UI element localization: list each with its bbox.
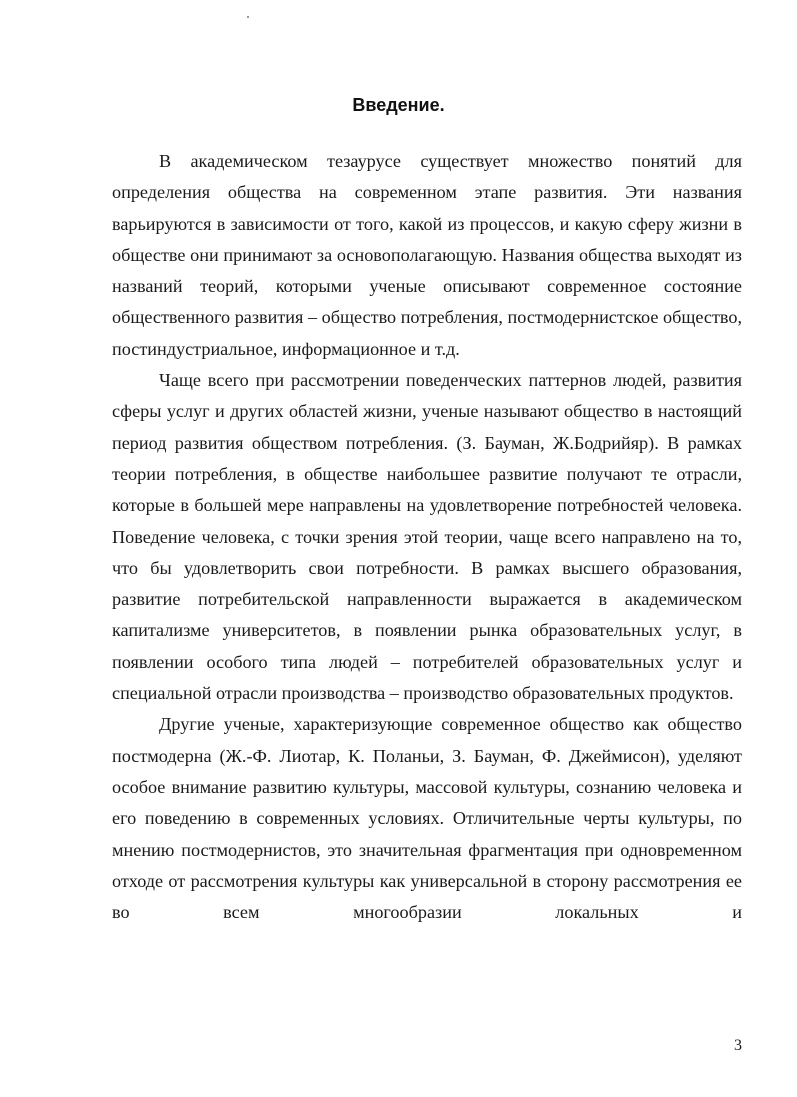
page-number: 3 — [734, 1037, 742, 1054]
scan-speck — [247, 16, 249, 18]
body-text — [112, 146, 742, 928]
paragraph-1: В академическом тезаурусе существует множество понятий для определения общества на современном этапе развития. Эти названия варьируются в зависимости от того, какой из процессов, и какую сферу жизни в обществе они принимают за основополагающую. Названия общества выходят из названий теорий, которыми ученые описывают современное состояние общественного развития – общество потребления, постмодернистское общество, постиндустриальное, информационное и т.д. — [112, 151, 742, 359]
paragraph-3: Другие ученые, характеризующие современное общество как общество постмодерна (Ж.-Ф. Лиотар, К. Поланьи, З. Бауман, Ф. Джеймисон), уделяют особое внимание развитию культуры, массовой культуры, сознанию человека и его поведению в современных условиях. Отличительные черты культуры, по мнению постмодернистов, это значительная фрагментация при одновременном отходе от рассмотрения культуры как универсальной в сторону рассмотрения ее во всем многообразии локальных и — [112, 714, 742, 923]
paragraph-2: Чаще всего при рассмотрении поведенческих паттернов людей, развития сферы услуг и других областей жизни, ученые называют общество в настоящий период развития обществом потребления. (З. Бауман, Ж.Бодрийяр). В рамках теории потребления, в обществе наибольшее развитие получают те отрасли, которые в большей мере направлены на удовлетворение потребностей человека. Поведение человека, с точки зрения этой теории, чаще всего направлено на то, что бы удовлетворить свои потребности. В рамках высшего образования, развитие потребительской направленности выражается в академическом капитализме университетов, в появлении рынка образовательных услуг, в появлении особого типа людей – потребителей образовательных услуг и специальной отрасли производства – производство образовательных продуктов. — [112, 370, 742, 704]
page-title: Введение. — [352, 95, 445, 115]
